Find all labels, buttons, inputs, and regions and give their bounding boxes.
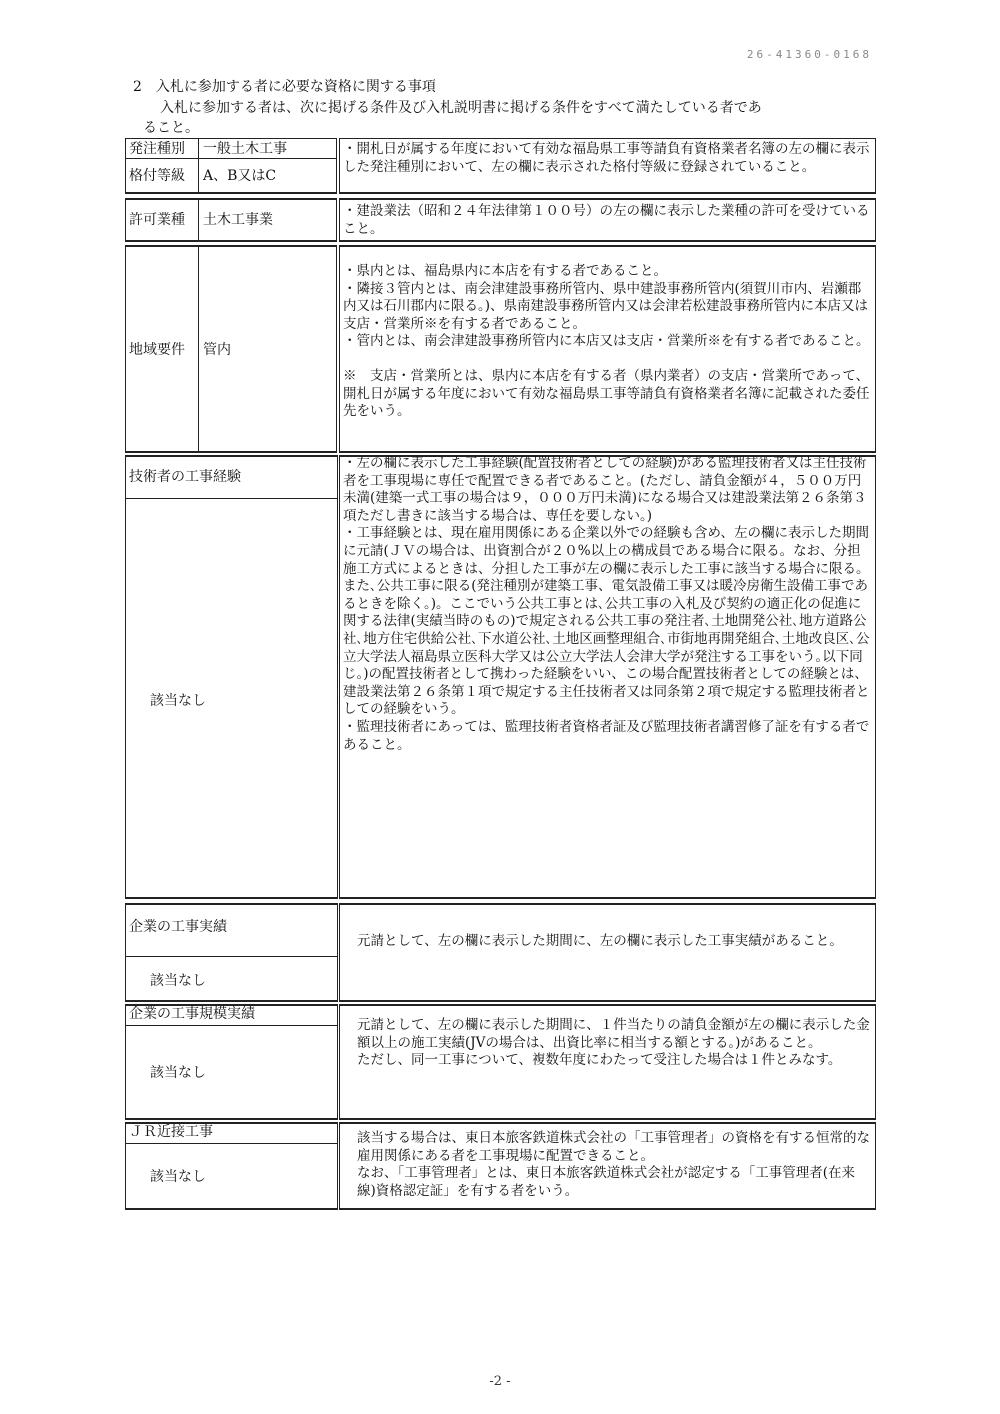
jr-description <box>343 1130 871 1200</box>
jr-label: ＪＲ近接工事 <box>129 1124 213 1140</box>
jr-desc-line: 該当する場合は、東日本旅客鉄道株式会社の「工事管理者」の資格を有する恒常的な雇用関係にある者を工事現場に配置できること。 <box>357 1130 870 1164</box>
engineer-value: 該当なし <box>150 693 206 709</box>
jr-value: 該当なし <box>150 1169 206 1185</box>
engineer-desc-line: ・工事経験とは、現在雇用関係にある企業以外での経験も含め、左の欄に表示した期間に元請(ＪＶの場合は、出資割合が２０%以上の構成員である場合に限る。なお、分担施工方式によるときは、分担した工事が左の欄に表示した工事に該当する場合に限る。また､公共工事に限る(発注種別が建築工事、電気設備工事又は暖冷房衛生設備工事であるときを除く｡)。ここでいう公共工事とは､公共工事の入札及び契約の適正化の促進に関する法律(実績当時のもの)で規定される公共工事の発注者､土地開発公社､地方道路公社､地方住宅供給公社､下水道公社､土地区画整理組合､市街地再開発組合､土地改良区､公立大学法人福島県立医科大学又は公立大学法人会津大学が発注する工事をいう｡以下同じ｡)の配置技術者として携わった経験をいい、この場合配置技術者としての経験とは、建設業法第２６条第１項で規定する主任技術者又は同条第２項で規定する監理技術者としての経験をいう。 <box>343 525 870 718</box>
grade-label: 格付等級 <box>129 168 185 184</box>
license-label: 許可業種 <box>129 212 185 228</box>
engineer-desc-line: ・監理技術者にあっては、監理技術者資格者証及び監理技術者講習修了証を有する者であること。 <box>343 718 870 753</box>
page-number: -2 - <box>489 1374 511 1389</box>
document-number: 26-41360-0168 <box>746 48 872 61</box>
license-value: 土木工事業 <box>203 212 273 228</box>
scale-record-desc-line: 元請として、左の欄に表示した期間に、１件当たりの請負金額が左の欄に表示した金額以上の施工実績(JVの場合は、出資比率に相当する額とする。)があること。 <box>357 1017 870 1051</box>
engineer-desc-line: ・左の欄に表示した工事経験(配置技術者としての経験)がある監理技術者又は主任技術者を工事現場に専任で配置できる者であること。(ただし、請負金額が４，５００万円未満(建築一式工事の場合は９，０００万円未満)になる場合又は建設業法第２６条第３項ただし書きに該当する場合は、専任を要しない。) <box>343 455 867 524</box>
engineer-description <box>343 455 871 754</box>
scale-record-description <box>343 1017 871 1070</box>
region-description <box>343 263 871 421</box>
region-desc-line: ・隣接３管内とは、南会津建設事務所管内、県中建設事務所管内(須賀川市内、岩瀬郡内又は石川郡内に限る。)、県南建設事務所管内又は会津若松建設事務所管内に本店又は支店・営業所※を有する者であること。 <box>343 280 869 332</box>
jr-desc-line: なお、「工事管理者」とは、東日本旅客鉄道株式会社が認定する「工事管理者(在来線)資格認定証」を有する者をいう。 <box>357 1165 856 1199</box>
order-type-label: 発注種別 <box>129 141 185 157</box>
company-record-description <box>343 933 871 951</box>
region-desc-line: ・管内とは、南会津建設事務所管内に本店又は支店・営業所※を有する者であること。 <box>343 333 870 350</box>
company-record-desc-line: 元請として、左の欄に表示した期間に、左の欄に表示した工事実績があること。 <box>357 933 843 949</box>
order-type-value: 一般土木工事 <box>203 141 287 157</box>
section-intro <box>143 98 863 138</box>
license-description: ・建設業法（昭和２４年法律第１００号）の左の欄に表示した業種の許可を受けていること。 <box>343 203 870 237</box>
intro-line-1: 入札に参加する者は、次に掲げる条件及び入札説明書に掲げる条件をすべて満たしている者であ <box>160 100 762 116</box>
company-record-desc-cell <box>339 903 876 1002</box>
region-desc-note: ※ 支店・営業所とは、県内に本店を有する者（県内業者）の支店・営業所であって、開札日が属する年度において有効な福島県工事等請負有資格業者名簿に記載された委任先をいう。 <box>343 367 870 420</box>
region-value: 管内 <box>203 342 231 358</box>
company-record-label: 企業の工事実績 <box>129 919 227 935</box>
intro-line-2: ること。 <box>143 120 199 136</box>
scale-record-value: 該当なし <box>150 1065 206 1081</box>
region-label: 地域要件 <box>129 342 185 358</box>
section-heading: 2 入札に参加する者に必要な資格に関する事項 <box>133 79 436 95</box>
region-desc-line: ・県内とは、福島県内に本店を有する者であること。 <box>343 263 667 279</box>
engineer-label: 技術者の工事経験 <box>129 469 241 485</box>
scale-record-label: 企業の工事規模実績 <box>129 1006 255 1022</box>
grade-value: A、B又はC <box>203 168 277 184</box>
region-desc-spacer <box>343 351 871 368</box>
company-record-value: 該当なし <box>150 973 206 989</box>
grade-description: ・開札日が属する年度において有効な福島県工事等請負有資格業者名簿の左の欄に表示した発注種別において、左の欄に表示された格付等級に登録されていること。 <box>343 141 870 175</box>
scale-record-desc-line: ただし、同一工事について、複数年度にわたって受注した場合は１件とみなす。 <box>357 1052 842 1069</box>
